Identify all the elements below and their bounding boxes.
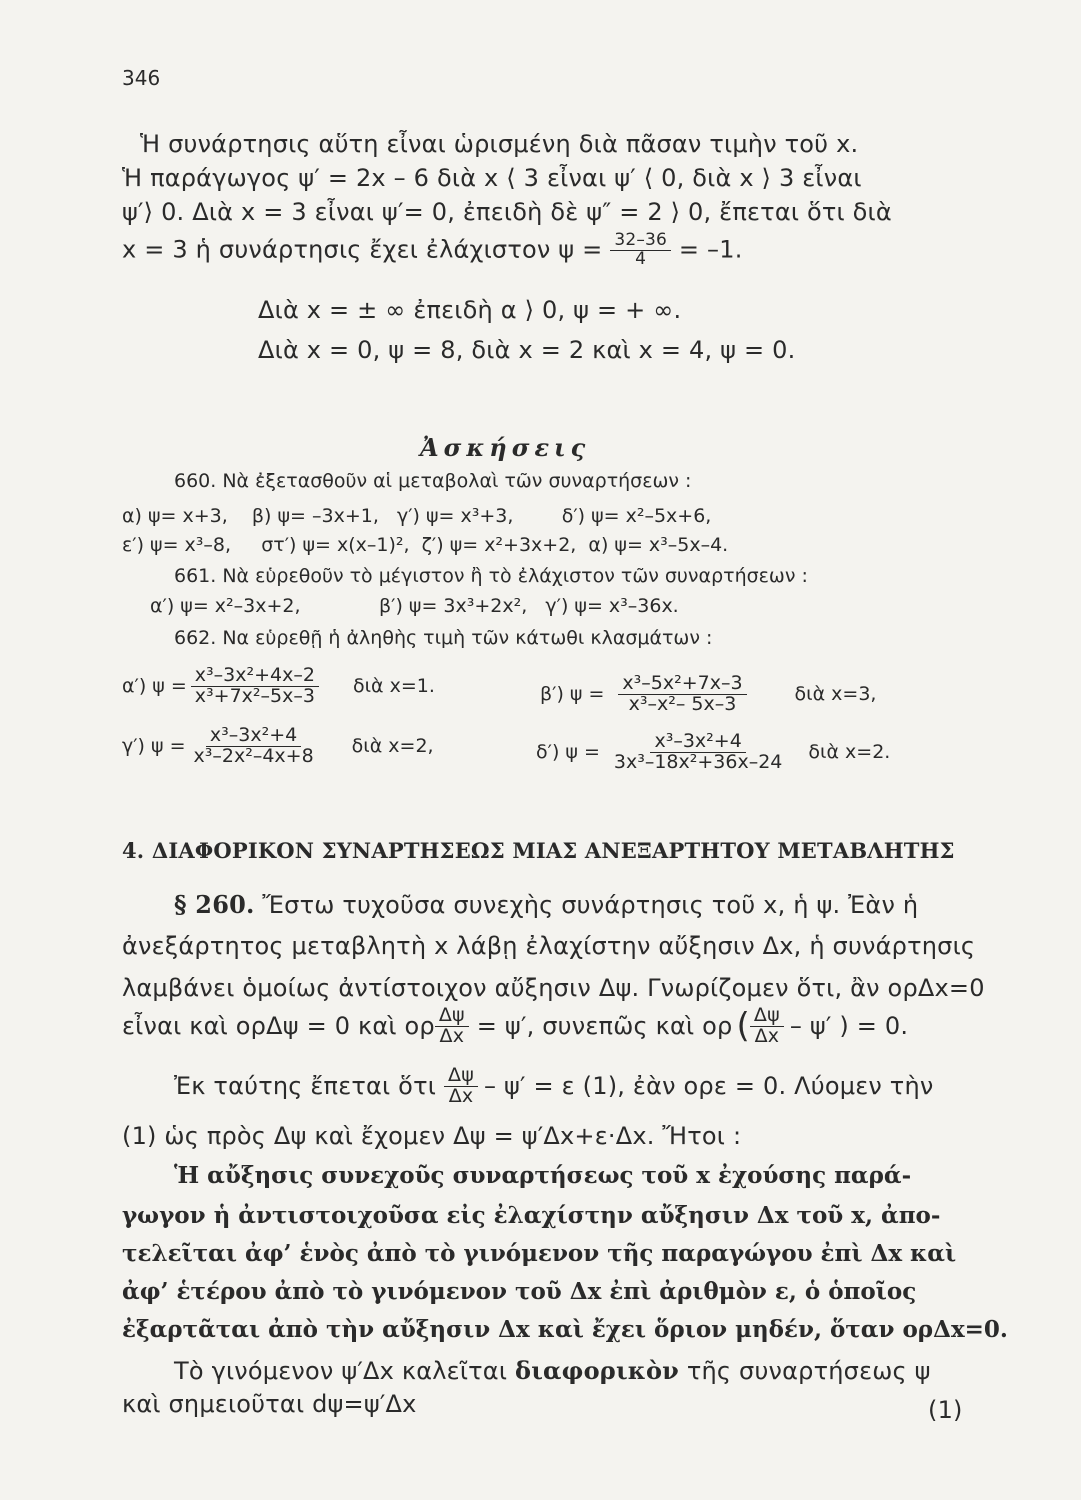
section-para-4-fraction-1 — [435, 1006, 469, 1047]
exercise-660-intro: 660. Νὰ ἐξετασθοῦν αἱ μεταβολαὶ τῶν συναρτήσεων : — [174, 470, 692, 492]
fraction-numerator: Δψ — [435, 1006, 469, 1027]
fraction-beta — [540, 674, 876, 715]
section-para-4-pre: εἶναι καὶ ορΔψ = 0 καὶ ορ — [122, 1012, 435, 1041]
intro-line-4 — [122, 232, 743, 269]
fraction-gamma-label: γ′) ψ = — [122, 735, 186, 758]
intro-line-2: Ἡ παράγωγος ψ′ = 2x – 6 διὰ x ⟨ 3 εἶναι ψ′ ⟨ 0, διὰ x ⟩ 3 εἶναι — [122, 164, 862, 192]
fraction-gamma-condition: διὰ x=2, — [351, 735, 434, 758]
fraction-gamma-numerator: x³–3x²+4 — [206, 726, 301, 747]
equation-number: (1) — [928, 1396, 963, 1424]
fraction-delta-condition: διὰ x=2. — [808, 741, 891, 764]
theorem-line-2: γωγον ἡ ἀντιστοιχοῦσα εἰς ἐλαχίστην αὔξησιν Δx τοῦ x, ἀπο- — [122, 1202, 941, 1229]
fraction-alpha-label: α′) ψ = — [122, 675, 187, 698]
fraction-delta-denominator: 3x³–18x²+36x–24 — [613, 750, 783, 773]
fraction-denominator: Δx — [754, 1024, 780, 1047]
fraction-gamma-denominator: x³–2x²–4x+8 — [193, 744, 314, 767]
fraction-delta-body — [610, 732, 787, 773]
theorem-line-5: ἐξαρτᾶται ἀπὸ τὴν αὔξησιν Δx καὶ ἔχει ὅριον μηδέν, ὅταν ορΔx=0. — [122, 1316, 1008, 1343]
section-para-5 — [174, 1066, 933, 1107]
section-para-4-mid: = ψ′, συνεπῶς καὶ ορ — [476, 1012, 733, 1041]
section-para-5-pre: Ἐκ ταύτης ἔπεται ὅτι — [174, 1072, 437, 1101]
closing-line-1-bold: διαφορικὸν — [514, 1356, 680, 1385]
fraction-beta-denominator: x³–x²– 5x–3 — [628, 692, 737, 715]
fraction-alpha-numerator: x³–3x²+4x–2 — [191, 666, 319, 687]
section-para-3: λαμβάνει ὁμοίως ἀντίστοιχον αὔξησιν Δψ. Γνωρίζομεν ὅτι, ἂν ορΔx=0 — [122, 974, 985, 1002]
exercise-661-row: α′) ψ= x²–3x+2, β′) ψ= 3x³+2x², γ′) ψ= x³–36x. — [150, 595, 679, 617]
fraction-beta-label: β′) ψ = — [540, 683, 605, 706]
section-para-5-post: – ψ′ = ε (1), ἐὰν ορε = 0. Λύομεν τὴν — [483, 1072, 934, 1101]
intro-line-5: Διὰ x = ± ∞ ἐπειδὴ α ⟩ 0, ψ = + ∞. — [258, 296, 682, 324]
theorem-line-1: Ἡ αὔξησις συνεχοῦς συναρτήσεως τοῦ x ἐχούσης παρά- — [174, 1162, 912, 1189]
fraction-alpha-denominator: x³+7x²–5x–3 — [194, 684, 315, 707]
section-para-6: (1) ὡς πρὸς Δψ καὶ ἔχομεν Δψ = ψ′Δx+ε·Δx. Ἤτοι : — [122, 1122, 742, 1150]
intro-line-1: Ἡ συνάρτησις αὕτη εἶναι ὡρισμένη διὰ πᾶσαν τιμὴν τοῦ x. — [140, 130, 859, 158]
fraction-gamma — [122, 726, 434, 767]
section-para-1 — [174, 890, 918, 919]
fraction-beta-condition: διὰ x=3, — [794, 683, 877, 706]
fraction-beta-numerator: x³–5x²+7x–3 — [618, 674, 746, 695]
left-paren: ( — [736, 1006, 750, 1047]
intro-line-3: ψ′⟩ 0. Διὰ x = 3 εἶναι ψ′= 0, ἐπειδὴ δὲ ψ″ = 2 ⟩ 0, ἔπεται ὅτι διὰ — [122, 198, 892, 226]
section-para-2: ἀνεξάρτητος μεταβλητὴ x λάβῃ ἐλαχίστην αὔξησιν Δx, ἡ συνάρτησις — [122, 932, 976, 960]
paragraph-mark: § 260. — [174, 890, 255, 919]
section-heading: 4. ΔΙΑΦΟΡΙΚΟΝ ΣΥΝΑΡΤΗΣΕΩΣ ΜΙΑΣ ΑΝΕΞΑΡΤΗΤΟΥ ΜΕΤΑΒΛΗΤΗΣ — [122, 838, 955, 863]
fraction-alpha-body — [191, 666, 319, 707]
fraction-alpha — [122, 666, 435, 707]
exercise-660-row-1: α) ψ= x+3, β) ψ= –3x+1, γ′) ψ= x³+3, δ′) ψ= x²–5x+6, — [122, 505, 712, 527]
section-para-4-post: – ψ′ ) = 0. — [789, 1012, 909, 1041]
closing-line-1-post: τῆς συναρτήσεως ψ — [686, 1357, 931, 1385]
fraction-numerator: 32–36 — [610, 232, 671, 251]
intro-line-6: Διὰ x = 0, ψ = 8, διὰ x = 2 καὶ x = 4, ψ = 0. — [258, 336, 796, 364]
intro-line-4-pre: x = 3 ἡ συνάρτησις ἔχει ἐλάχιστον ψ = — [122, 235, 603, 264]
fraction-alpha-condition: διὰ x=1. — [352, 675, 435, 698]
exercise-662-intro: 662. Να εὑρεθῇ ἡ ἀληθὴς τιμὴ τῶν κάτωθι κλασμάτων : — [174, 627, 713, 649]
fraction-denominator: Δx — [439, 1024, 465, 1047]
fraction-denominator: Δx — [448, 1084, 474, 1107]
section-para-4-fraction-2 — [750, 1006, 784, 1047]
fraction-gamma-body — [190, 726, 318, 767]
closing-line-1-pre: Τὸ γινόμενον ψ′Δx καλεῖται — [174, 1357, 508, 1385]
fraction-beta-body — [618, 674, 746, 715]
minimum-fraction — [610, 232, 671, 269]
section-para-5-fraction — [444, 1066, 478, 1107]
fraction-denominator: 4 — [635, 248, 647, 269]
fraction-delta — [536, 732, 890, 773]
closing-line-1 — [174, 1356, 931, 1385]
fraction-delta-numerator: x³–3x²+4 — [650, 732, 745, 753]
fraction-numerator: Δψ — [750, 1006, 784, 1027]
section-para-4 — [122, 1006, 908, 1047]
section-para-1-text: Ἔστω τυχοῦσα συνεχὴς συνάρτησις τοῦ x, ἡ ψ. Ἐὰν ἡ — [262, 891, 919, 919]
fraction-numerator: Δψ — [444, 1066, 478, 1087]
theorem-line-3: τελεῖται ἀφ’ ἑνὸς ἀπὸ τὸ γινόμενον τῆς παραγώγου ἐπὶ Δx καὶ — [122, 1240, 957, 1267]
page-number: 346 — [122, 66, 161, 90]
exercise-661-intro: 661. Νὰ εὑρεθοῦν τὸ μέγιστον ἢ τὸ ἐλάχιστον τῶν συναρτήσεων : — [174, 565, 808, 587]
theorem-line-4: ἀφ’ ἑτέρου ἀπὸ τὸ γινόμενον τοῦ Δx ἐπὶ ἀριθμὸν ε, ὁ ὁποῖος — [122, 1278, 917, 1305]
closing-line-2: καὶ σημειοῦται dψ=ψ′Δx — [122, 1390, 417, 1418]
exercises-title: Ἀσκήσεις — [420, 433, 591, 462]
exercise-660-row-2: ε′) ψ= x³–8, στ′) ψ= x(x–1)², ζ′) ψ= x²+3x+2, α) ψ= x³–5x–4. — [122, 534, 729, 556]
intro-line-4-post: = –1. — [678, 235, 743, 264]
fraction-delta-label: δ′) ψ = — [536, 741, 600, 764]
